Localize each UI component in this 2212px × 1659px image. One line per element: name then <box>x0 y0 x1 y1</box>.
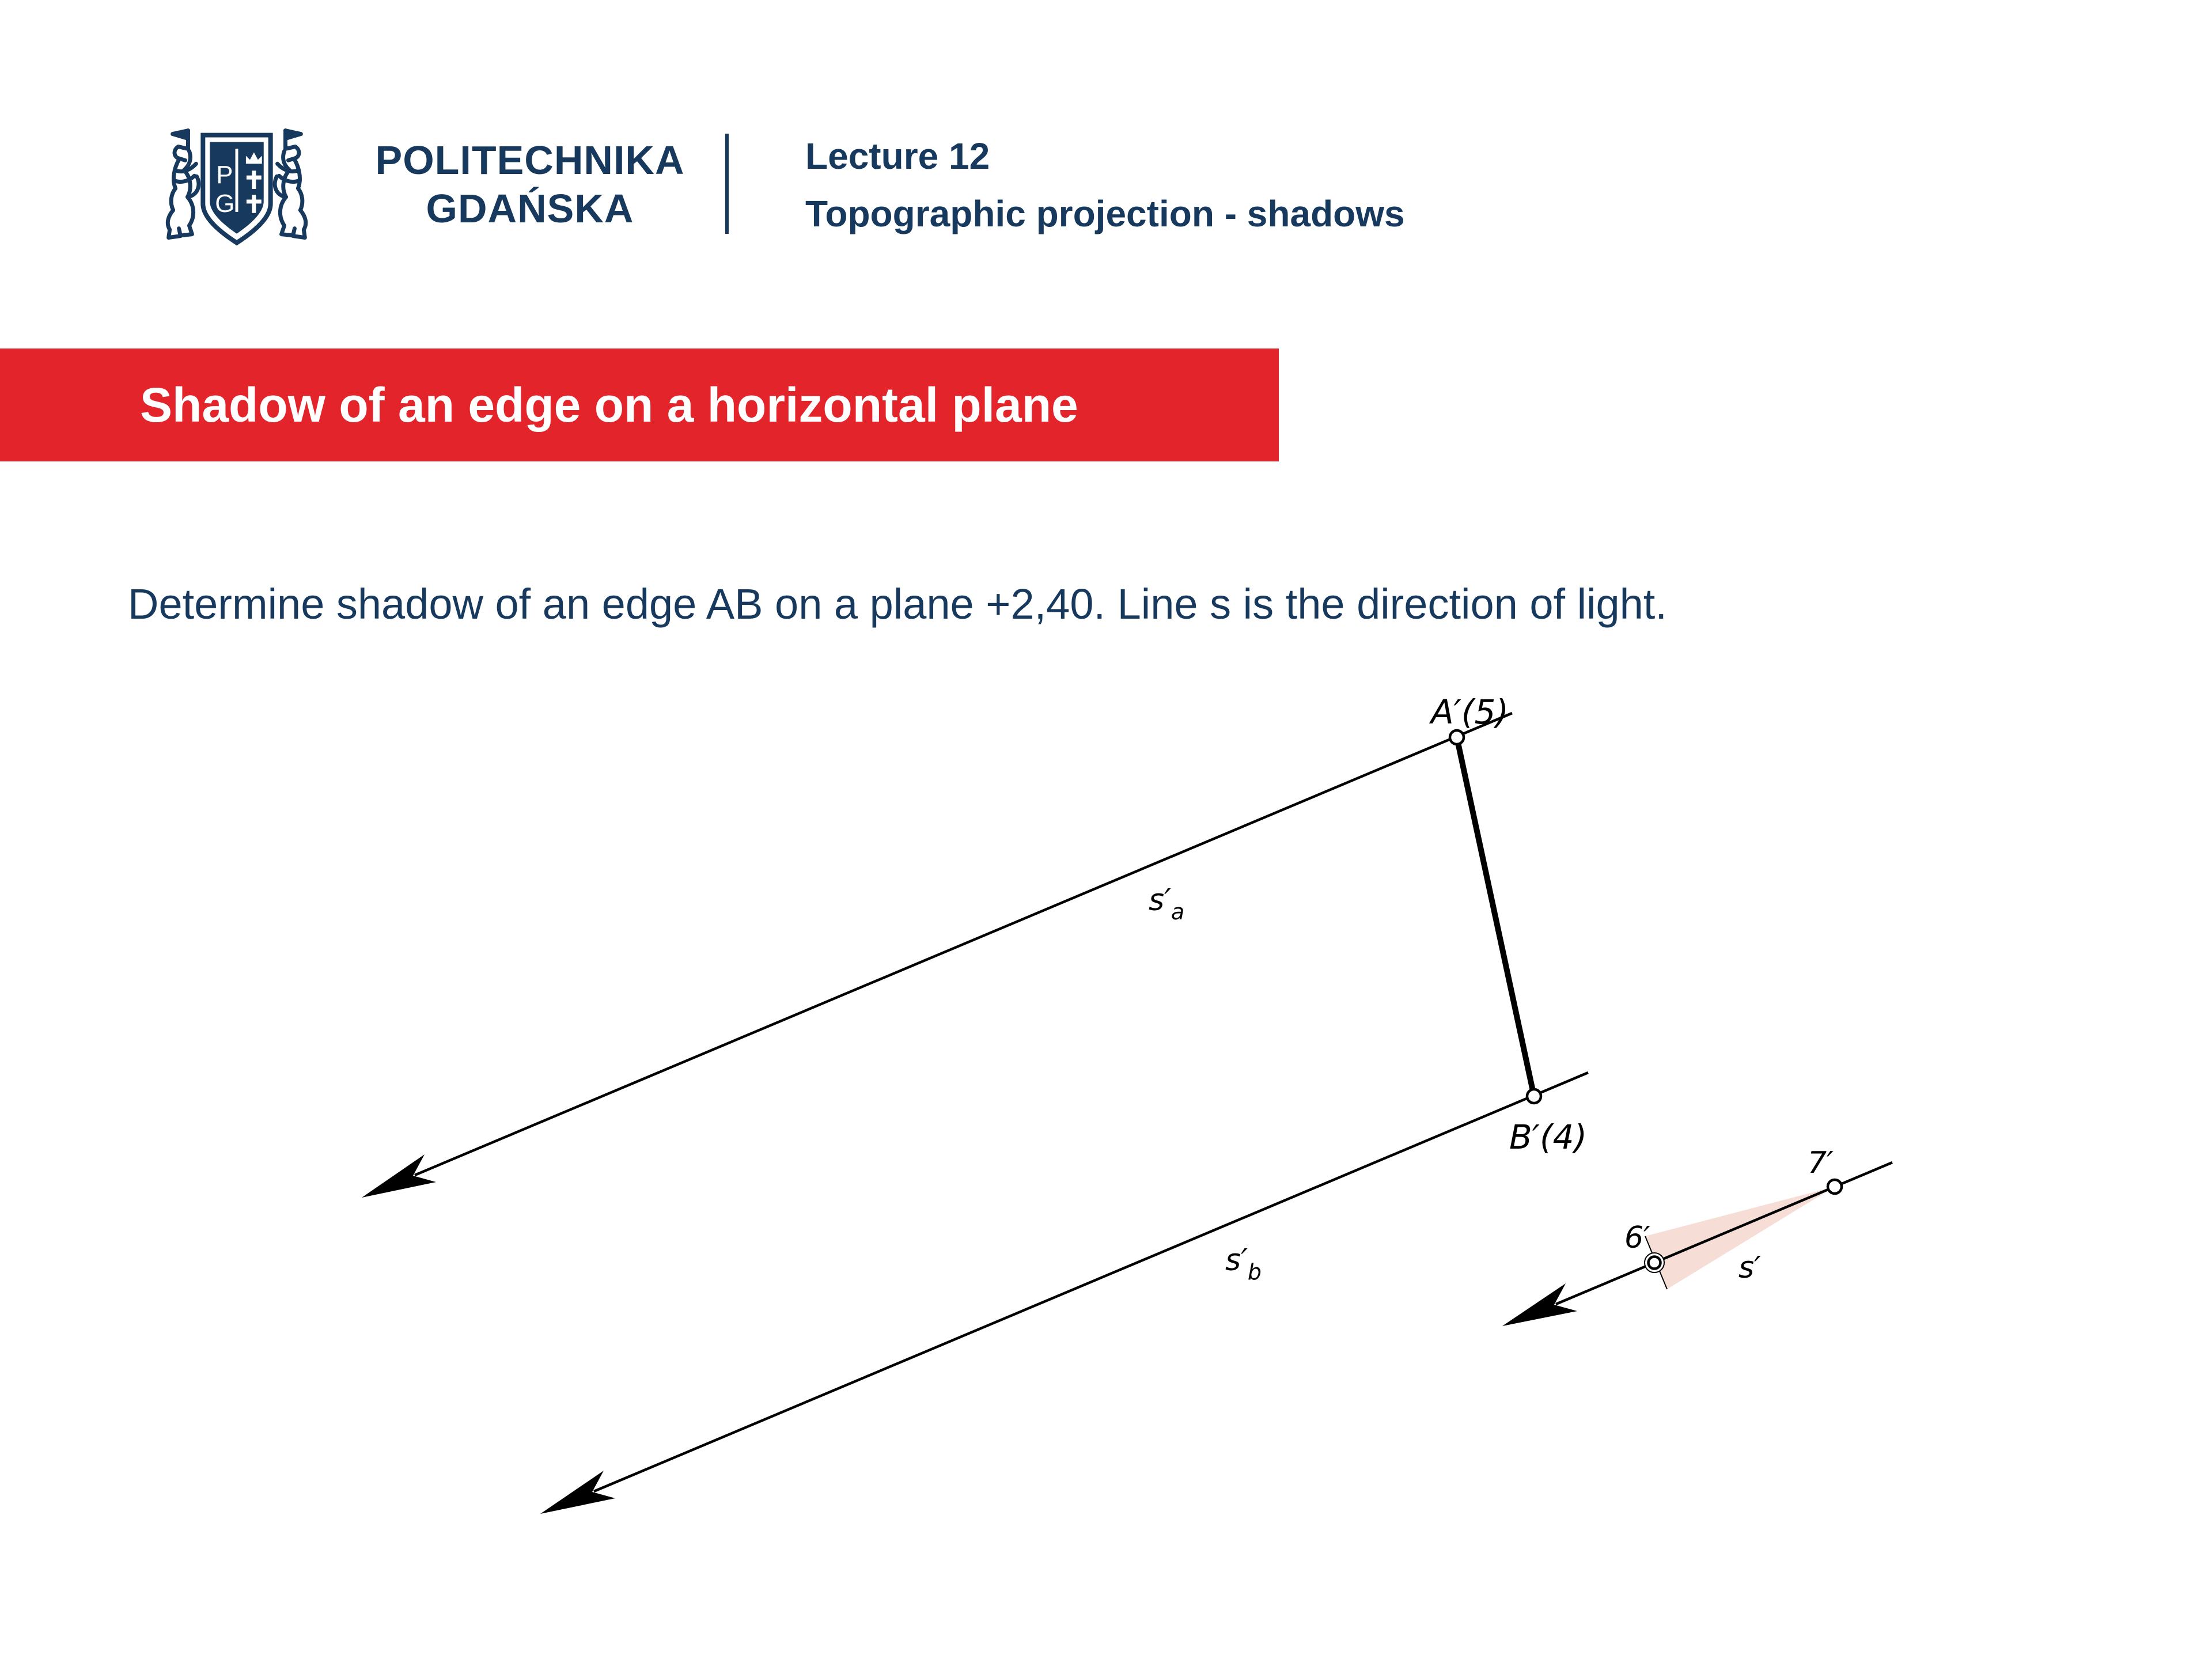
task-text: Determine shadow of an edge AB on a plane +2,40. Line s is the direction of light. <box>128 580 1667 628</box>
label-ray-sa: $s'_a$ <box>1149 883 1185 925</box>
lecture-number: Lecture 12 <box>805 135 990 177</box>
arrowhead-s-icon <box>1502 1283 1577 1326</box>
brand-line2: GDAŃSKA <box>426 186 634 231</box>
arrowhead-sb-icon <box>540 1471 615 1514</box>
point-a-marker <box>1450 730 1464 744</box>
point-b-marker <box>1527 1089 1541 1103</box>
label-ray-sb: $s'_b$ <box>1225 1243 1262 1285</box>
ray-sb <box>540 1073 1588 1514</box>
ray-sa <box>362 713 1512 1198</box>
label-point-6: 6′ <box>1624 1221 1650 1255</box>
lecture-topic: Topographic projection - shadows <box>805 193 1405 234</box>
shield-letter-g: G <box>215 189 235 218</box>
point-7-marker <box>1828 1180 1842 1194</box>
brand-line1: POLITECHNIKA <box>375 138 685 183</box>
label-point-a: A′(5) <box>1431 692 1509 732</box>
section-title: Shadow of an edge on a horizontal plane <box>140 378 1078 432</box>
label-point-b: B′(4) <box>1509 1118 1588 1157</box>
label-point-7: 7′ <box>1808 1146 1834 1180</box>
shield-letter-p: P <box>216 161 233 190</box>
label-ray-s: s′ <box>1738 1251 1761 1285</box>
edge-ab <box>1457 737 1534 1096</box>
point-6-marker <box>1649 1257 1661 1269</box>
arrowhead-sa-icon <box>362 1154 436 1198</box>
